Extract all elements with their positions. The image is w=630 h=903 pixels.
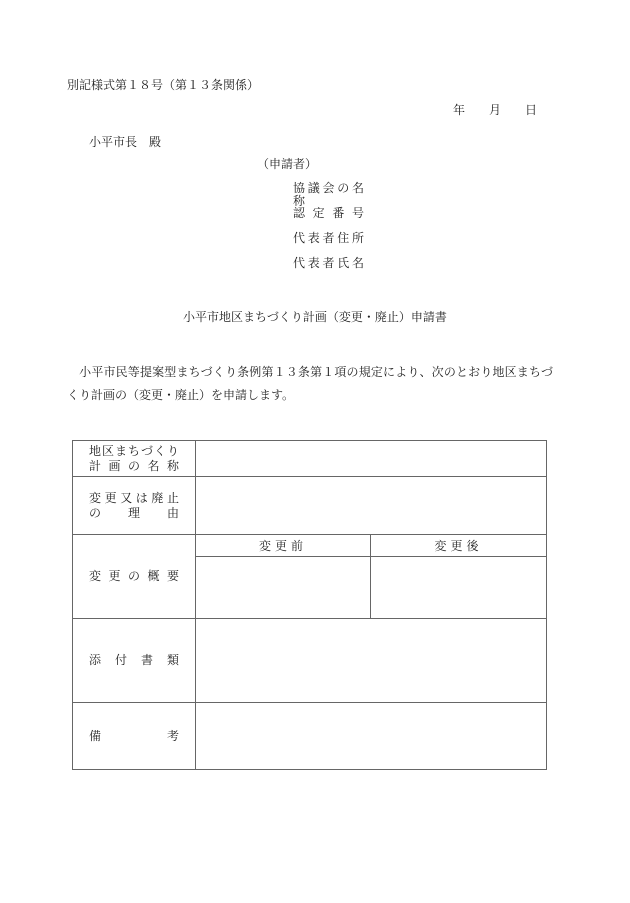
before-change-input-cell bbox=[196, 557, 371, 619]
remarks-label-cell bbox=[73, 703, 196, 770]
summary-label: 変更の概要 bbox=[89, 569, 179, 583]
body-paragraph: 小平市民等提案型まちづくり条例第１３条第１項の規定により、次のとおり地区まちづくり計画の（変更・廃止）を申請します。 bbox=[67, 365, 553, 402]
attachments-input-cell bbox=[196, 619, 547, 703]
before-change-header-cell: 変更前 bbox=[196, 535, 371, 557]
applicant-field-representative-address: 代表者住所 bbox=[293, 231, 364, 245]
reason-label-cell bbox=[73, 477, 196, 535]
document-title: 小平市地区まちづくり計画（変更・廃止）申請書 bbox=[183, 310, 447, 324]
summary-label-cell bbox=[73, 535, 196, 619]
plan-name-input-cell bbox=[196, 441, 547, 477]
reason-input-cell bbox=[196, 477, 547, 535]
after-change-input-cell bbox=[371, 557, 547, 619]
addressee-line: 小平市長 殿 bbox=[89, 135, 162, 149]
applicant-field-council-name: 協議会の名称 bbox=[293, 181, 364, 208]
form-number: 別記様式第１８号（第１３条関係） bbox=[67, 78, 260, 92]
date-line: 年 月 日 bbox=[453, 103, 538, 117]
reason-label-line1: 変更又は廃止 bbox=[89, 490, 179, 505]
applicant-heading: （申請者） bbox=[257, 157, 318, 171]
remarks-label: 備考 bbox=[89, 728, 179, 743]
after-change-header-cell: 変更後 bbox=[371, 535, 547, 557]
plan-name-label-cell bbox=[73, 441, 196, 477]
applicant-field-certification-number: 認定番号 bbox=[293, 206, 364, 220]
attachments-label: 添付書類 bbox=[89, 653, 179, 667]
plan-name-label-line2: 計画の名称 bbox=[89, 458, 179, 473]
application-table bbox=[72, 440, 547, 770]
attachments-label-cell bbox=[73, 619, 196, 703]
applicant-field-representative-name: 代表者氏名 bbox=[293, 256, 364, 270]
remarks-input-cell bbox=[196, 703, 547, 770]
plan-name-label-line1: 地区まちづくり bbox=[89, 443, 179, 458]
reason-label-line2: の理由 bbox=[89, 505, 179, 520]
